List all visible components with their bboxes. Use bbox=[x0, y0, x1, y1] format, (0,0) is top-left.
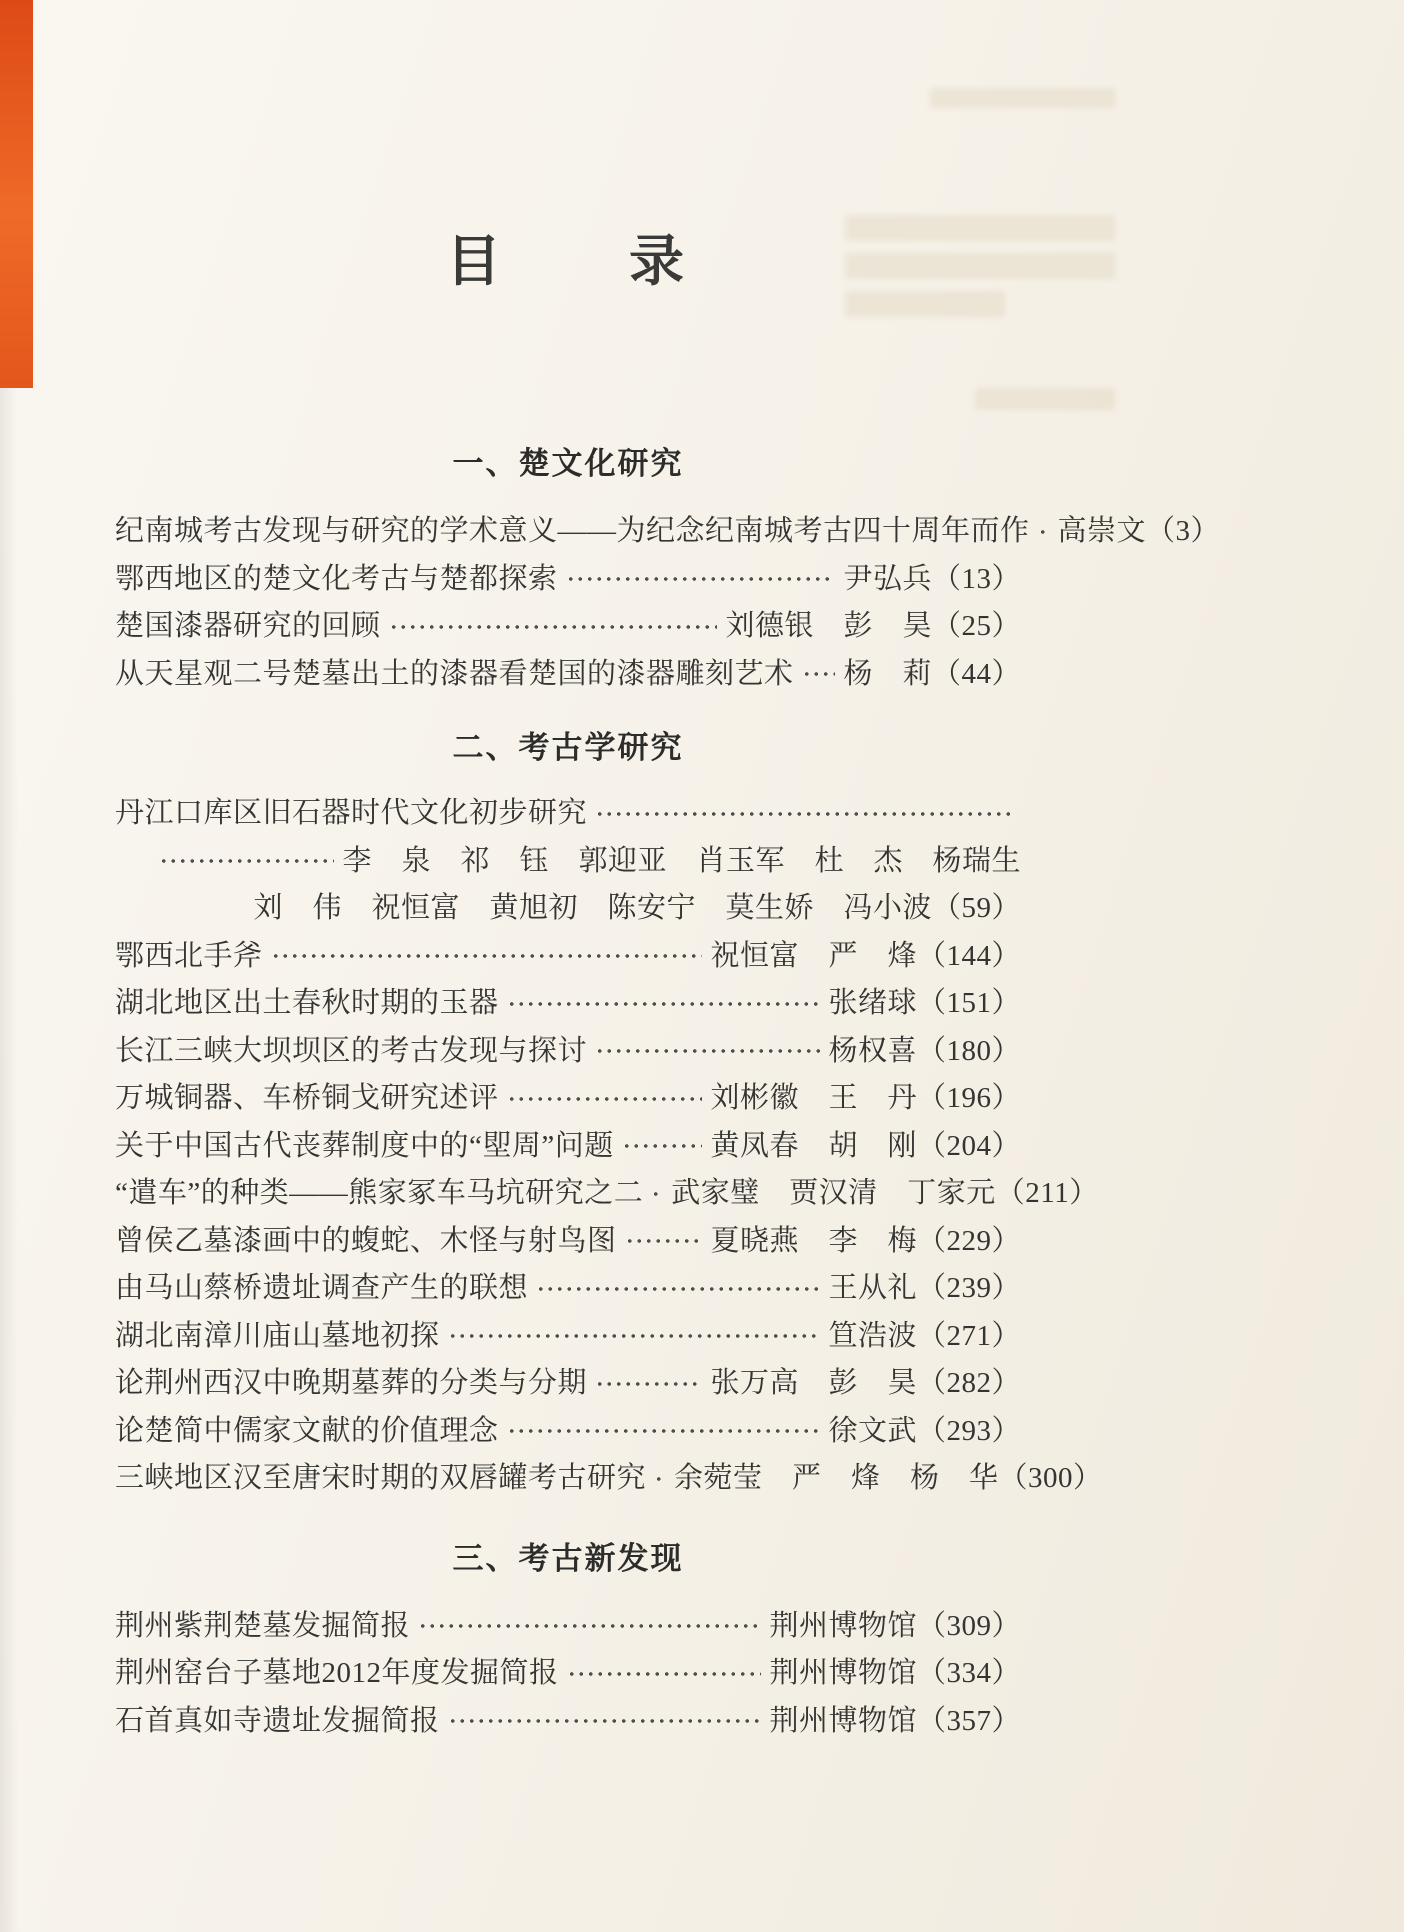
entry-title: 万城铜器、车桥铜戈研究述评 bbox=[115, 1082, 499, 1114]
entry-authors: 刘 伟 祝恒富 黄旭初 陈安宁 莫生娇 冯小波 bbox=[253, 892, 932, 924]
page-title: 目 录 bbox=[445, 231, 690, 292]
dot-leader bbox=[595, 1028, 820, 1076]
dot-leader bbox=[448, 1698, 762, 1746]
toc-entry bbox=[115, 508, 1221, 556]
entry-page-number: （293） bbox=[916, 1414, 1021, 1447]
entry-page-number: （239） bbox=[916, 1272, 1021, 1304]
entry-page-number: （271） bbox=[916, 1319, 1021, 1352]
toc-entry bbox=[115, 1360, 1021, 1408]
toc-entry-authors-line bbox=[115, 838, 1021, 886]
entry-title: 纪南城考古发现与研究的学术意义——为纪念纪南城考古四十周年而作 bbox=[115, 515, 1030, 547]
dot-leader bbox=[566, 556, 836, 604]
entry-title: 长江三峡大坝坝区的考古发现与探讨 bbox=[115, 1034, 588, 1067]
toc-entry bbox=[115, 1218, 1021, 1266]
toc-entry bbox=[115, 1028, 1021, 1076]
entry-page-number: （211） bbox=[995, 1177, 1099, 1209]
toc-entry bbox=[115, 1313, 1021, 1361]
entry-title: 曾侯乙墓漆画中的蝮蛇、木怪与射鸟图 bbox=[115, 1224, 617, 1257]
dot-leader bbox=[651, 1170, 663, 1218]
dot-leader bbox=[507, 980, 821, 1028]
toc-entry bbox=[115, 1265, 1021, 1313]
entry-authors: 徐文武 bbox=[828, 1414, 917, 1447]
entry-authors: 夏晓燕 李 梅 bbox=[710, 1224, 917, 1257]
entry-page-number: （3） bbox=[1146, 515, 1221, 547]
entry-page-number: （59） bbox=[931, 892, 1021, 924]
entry-title: 关于中国古代丧葬制度中的“堲周”问题 bbox=[115, 1129, 614, 1162]
book-spine-strip bbox=[0, 0, 33, 388]
dot-leader bbox=[271, 933, 703, 981]
entry-authors: 王从礼 bbox=[828, 1272, 917, 1304]
entry-page-number: （357） bbox=[916, 1704, 1021, 1737]
entry-authors: 张万高 彭 昊 bbox=[710, 1367, 917, 1399]
toc-entry bbox=[115, 933, 1021, 981]
entry-title: 湖北地区出土春秋时期的玉器 bbox=[115, 987, 499, 1019]
toc-entry bbox=[115, 1123, 1021, 1171]
entry-authors: 刘德银 彭 昊 bbox=[725, 610, 932, 642]
entry-title: 湖北南漳川庙山墓地初探 bbox=[115, 1319, 440, 1352]
dot-leader bbox=[595, 790, 1013, 838]
toc-entry bbox=[115, 1408, 1021, 1456]
entry-authors: 祝恒富 严 烽 bbox=[710, 939, 917, 972]
dot-leader bbox=[159, 838, 334, 886]
entry-authors: 李 泉 祁 钰 郭迎亚 肖玉军 杜 杰 杨瑞生 bbox=[342, 844, 1021, 877]
entry-page-number: （144） bbox=[916, 939, 1021, 972]
entry-title: 荆州窑台子墓地2012年度发掘简报 bbox=[115, 1657, 559, 1689]
scan-edge-shadow bbox=[0, 388, 18, 1932]
dot-leader bbox=[595, 1360, 702, 1408]
section-heading-new-discoveries: 三、考古新发现 bbox=[452, 1540, 684, 1576]
dot-leader bbox=[567, 1650, 762, 1698]
dot-leader bbox=[448, 1313, 821, 1361]
entry-authors: 尹弘兵 bbox=[843, 562, 932, 595]
entry-authors: 杨 莉 bbox=[843, 657, 932, 690]
entry-title: 从天星观二号楚墓出土的漆器看楚国的漆器雕刻艺术 bbox=[115, 657, 794, 690]
entry-authors: 杨权喜 bbox=[828, 1034, 917, 1067]
entry-page-number: （13） bbox=[931, 562, 1021, 595]
entry-authors: 刘彬徽 王 丹 bbox=[710, 1082, 917, 1114]
dot-leader bbox=[507, 1408, 821, 1456]
section-entries bbox=[115, 508, 1221, 698]
entry-authors: 荆州博物馆 bbox=[769, 1704, 917, 1737]
entry-page-number: （151） bbox=[916, 987, 1021, 1019]
entry-title: 荆州紫荆楚墓发掘简报 bbox=[115, 1609, 411, 1642]
entry-authors: 黄凤春 胡 刚 bbox=[710, 1129, 917, 1162]
dot-leader bbox=[418, 1603, 761, 1651]
toc-entry bbox=[115, 1170, 1099, 1218]
entry-page-number: （229） bbox=[916, 1224, 1021, 1257]
dot-leader bbox=[389, 603, 718, 651]
section-heading-archaeology-research: 二、考古学研究 bbox=[452, 730, 684, 765]
dot-leader bbox=[625, 1218, 703, 1266]
entry-authors: 笪浩波 bbox=[828, 1319, 917, 1352]
entry-title: 楚国漆器研究的回顾 bbox=[115, 610, 381, 642]
entry-authors: 余菀莹 严 烽 杨 华 bbox=[674, 1462, 999, 1494]
section-heading-chu-culture: 一、楚文化研究 bbox=[452, 446, 684, 481]
entry-title: 三峡地区汉至唐宋时期的双唇罐考古研究 bbox=[115, 1462, 647, 1494]
dot-leader bbox=[622, 1123, 703, 1171]
entry-authors: 武家璧 贾汉清 丁家元 bbox=[671, 1177, 996, 1209]
entry-title: “遣车”的种类——熊家冢车马坑研究之二 bbox=[115, 1177, 644, 1209]
toc-entry-authors-line bbox=[115, 885, 1021, 933]
entry-title: 石首真如寺遗址发掘简报 bbox=[115, 1704, 440, 1737]
entry-page-number: （300） bbox=[998, 1462, 1103, 1494]
toc-entry bbox=[115, 790, 1021, 838]
entry-page-number: （282） bbox=[916, 1367, 1021, 1399]
entry-page-number: （180） bbox=[916, 1034, 1021, 1067]
section-entries bbox=[115, 1603, 1021, 1746]
entry-authors: 高崇文 bbox=[1057, 515, 1147, 547]
entry-page-number: （25） bbox=[931, 610, 1021, 642]
toc-entry bbox=[115, 1650, 1021, 1698]
entry-title: 鄂西北手斧 bbox=[115, 939, 263, 972]
toc-page bbox=[115, 0, 1221, 1745]
dot-leader bbox=[536, 1265, 820, 1313]
toc-entry bbox=[115, 1455, 1103, 1503]
entry-page-number: （334） bbox=[916, 1657, 1021, 1689]
dot-leader bbox=[507, 1075, 703, 1123]
dot-leader bbox=[802, 651, 836, 699]
toc-entry bbox=[115, 556, 1021, 604]
toc-entry bbox=[115, 603, 1021, 651]
entry-page-number: （44） bbox=[931, 657, 1021, 690]
entry-authors: 荆州博物馆 bbox=[769, 1657, 917, 1689]
entry-title: 由马山蔡桥遗址调查产生的联想 bbox=[115, 1272, 529, 1304]
toc-entry bbox=[115, 1075, 1021, 1123]
dot-leader bbox=[1038, 508, 1050, 556]
toc-entry bbox=[115, 651, 1021, 699]
entry-title: 鄂西地区的楚文化考古与楚都探索 bbox=[115, 562, 558, 595]
entry-authors: 荆州博物馆 bbox=[769, 1609, 917, 1642]
toc-entry bbox=[115, 1603, 1021, 1651]
entry-title: 论荆州西汉中晚期墓葬的分类与分期 bbox=[115, 1367, 588, 1399]
toc-entry bbox=[115, 980, 1021, 1028]
entry-title: 论楚简中儒家文献的价值理念 bbox=[115, 1414, 499, 1447]
entry-title: 丹江口库区旧石器时代文化初步研究 bbox=[115, 797, 588, 829]
entry-authors: 张绪球 bbox=[828, 987, 917, 1019]
toc-entry bbox=[115, 1698, 1021, 1746]
entry-page-number: （309） bbox=[916, 1609, 1021, 1642]
dot-leader bbox=[654, 1455, 666, 1503]
entry-page-number: （204） bbox=[916, 1129, 1021, 1162]
entry-page-number: （196） bbox=[916, 1082, 1021, 1114]
section-entries bbox=[115, 790, 1103, 1503]
